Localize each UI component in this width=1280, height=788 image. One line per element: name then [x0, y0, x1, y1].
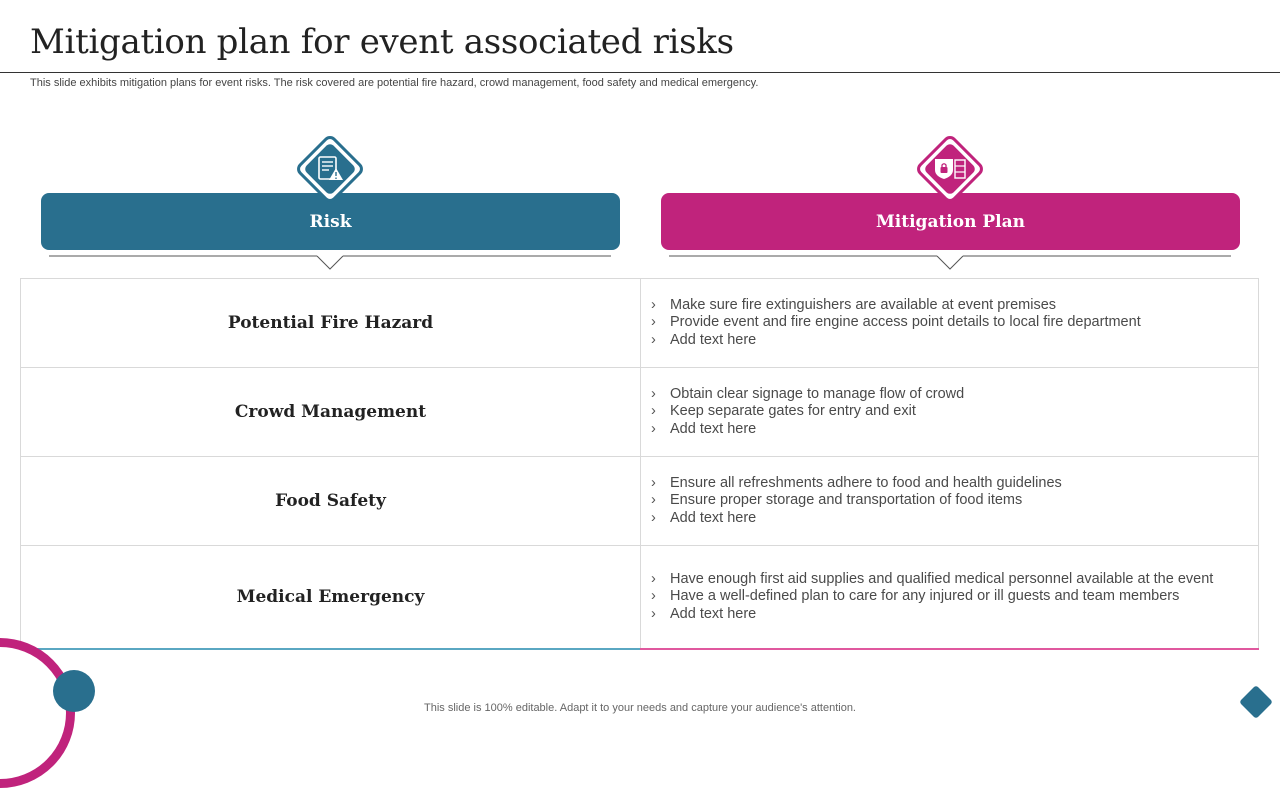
risk-name: Food Safety [21, 457, 641, 545]
plan-item: › Add text here [651, 605, 757, 622]
risk-mitigation-table [20, 278, 1259, 649]
mitigation-header-label: Mitigation Plan [875, 211, 1026, 232]
plan-item: › Keep separate gates for entry and exit [651, 403, 916, 420]
plan-item: › Ensure all refreshments adhere to food and health guidelines [651, 474, 1062, 491]
risk-name: Crowd Management [21, 368, 641, 456]
plan-list [651, 457, 1251, 545]
chevron-right-icon: › [651, 403, 656, 420]
chevron-right-icon: › [651, 605, 656, 622]
footer-note: This slide is 100% editable. Adapt it to your needs and capture your audience's attention. [424, 702, 856, 714]
chevron-right-icon: › [651, 314, 656, 331]
plan-item: › Provide event and fire engine access point details to local fire department [651, 314, 1141, 331]
page-subtitle: This slide exhibits mitigation plans for event risks. The risk covered are potential fire hazard, crowd management, food safety and medical emergency. [30, 77, 759, 89]
chevron-right-icon: › [651, 570, 656, 587]
plan-item: › Add text here [651, 331, 757, 348]
risk-name: Potential Fire Hazard [21, 279, 641, 367]
plan-item: › Add text here [651, 509, 757, 526]
plan-item: › Have a well-defined plan to care for any injured or ill guests and team members [651, 588, 1180, 605]
page-title: Mitigation plan for event associated risks [30, 22, 734, 62]
chevron-right-icon: › [651, 420, 656, 437]
risk-header-label: Risk [309, 211, 352, 232]
table-bottom-accent-magenta [640, 648, 1259, 650]
checklist-warning-icon [289, 128, 371, 210]
chevron-right-icon: › [651, 492, 656, 509]
table-row [21, 279, 1258, 368]
plan-item: › Ensure proper storage and transportation of food items [651, 492, 1023, 509]
plan-item: › Obtain clear signage to manage flow of crowd [651, 385, 965, 402]
chevron-right-icon: › [651, 331, 656, 348]
mitigation-pointer [669, 252, 1231, 272]
plan-list [651, 546, 1251, 648]
chevron-right-icon: › [651, 296, 656, 313]
table-row [21, 546, 1258, 648]
chevron-right-icon: › [651, 509, 656, 526]
title-divider [0, 72, 1280, 73]
shield-lock-icon [909, 128, 991, 210]
risk-pointer [49, 252, 611, 272]
plan-item: › Make sure fire extinguishers are available at event premises [651, 296, 1057, 313]
plan-list [651, 368, 1251, 456]
plan-list [651, 279, 1251, 367]
chevron-right-icon: › [651, 385, 656, 402]
plan-item: › Have enough first aid supplies and qualified medical personnel available at the event [651, 570, 1214, 587]
table-row [21, 457, 1258, 546]
risk-name: Medical Emergency [21, 546, 641, 648]
table-bottom-accent-teal [20, 648, 640, 650]
chevron-right-icon: › [651, 588, 656, 605]
table-row [21, 368, 1258, 457]
chevron-right-icon: › [651, 474, 656, 491]
plan-item: › Add text here [651, 420, 757, 437]
